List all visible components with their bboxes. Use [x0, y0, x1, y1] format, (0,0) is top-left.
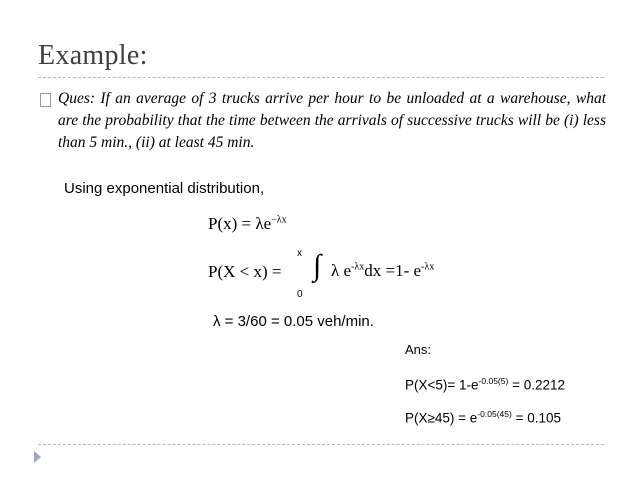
answer-1-exponent: -0.05(5)	[478, 376, 509, 386]
pdf-equation	[208, 214, 287, 234]
answer-2-result: = 0.105	[511, 410, 561, 426]
square-bullet-icon	[40, 93, 51, 107]
answer-1-result: = 0.2212	[508, 377, 565, 393]
footer-divider	[38, 444, 604, 445]
answer-1	[405, 376, 565, 393]
answer-2-pre: P(X≥45) = e	[405, 410, 478, 426]
answer-2	[405, 409, 561, 426]
integral-upper-limit: x	[297, 248, 302, 259]
title-divider	[38, 77, 604, 78]
pdf-equation-exponent: −λx	[271, 214, 287, 226]
integrand-result: dx =1- e	[364, 261, 422, 280]
method-text: Using exponential distribution,	[64, 180, 265, 197]
integral-sign: ∫	[313, 249, 322, 282]
answer-1-pre: P(X<5)= 1-e	[405, 377, 479, 393]
result-exponent: -λx	[421, 261, 435, 273]
integral-lower-limit: 0	[297, 289, 303, 300]
answer-label: Ans:	[405, 342, 432, 357]
integrand-lambda: λ e	[331, 261, 352, 280]
integrand-exponent: -λx	[351, 261, 365, 273]
pdf-equation-lhs: P(x) = λe	[208, 214, 272, 233]
cdf-integrand	[331, 261, 434, 281]
triangle-arrow-icon[interactable]	[34, 451, 41, 463]
slide-title: Example:	[38, 40, 148, 71]
lambda-value: λ = 3/60 = 0.05 veh/min.	[213, 313, 374, 330]
question-text: Ques: If an average of 3 trucks arrive per hour to be unloaded at a warehouse, what are the probability that the time between the arrivals of successive trucks will be (i) less than 5 min., (ii) at least 45 min.	[58, 90, 606, 151]
answer-2-exponent: -0.05(45)	[477, 409, 512, 419]
cdf-equation-lhs: P(X < x) =	[208, 262, 282, 281]
